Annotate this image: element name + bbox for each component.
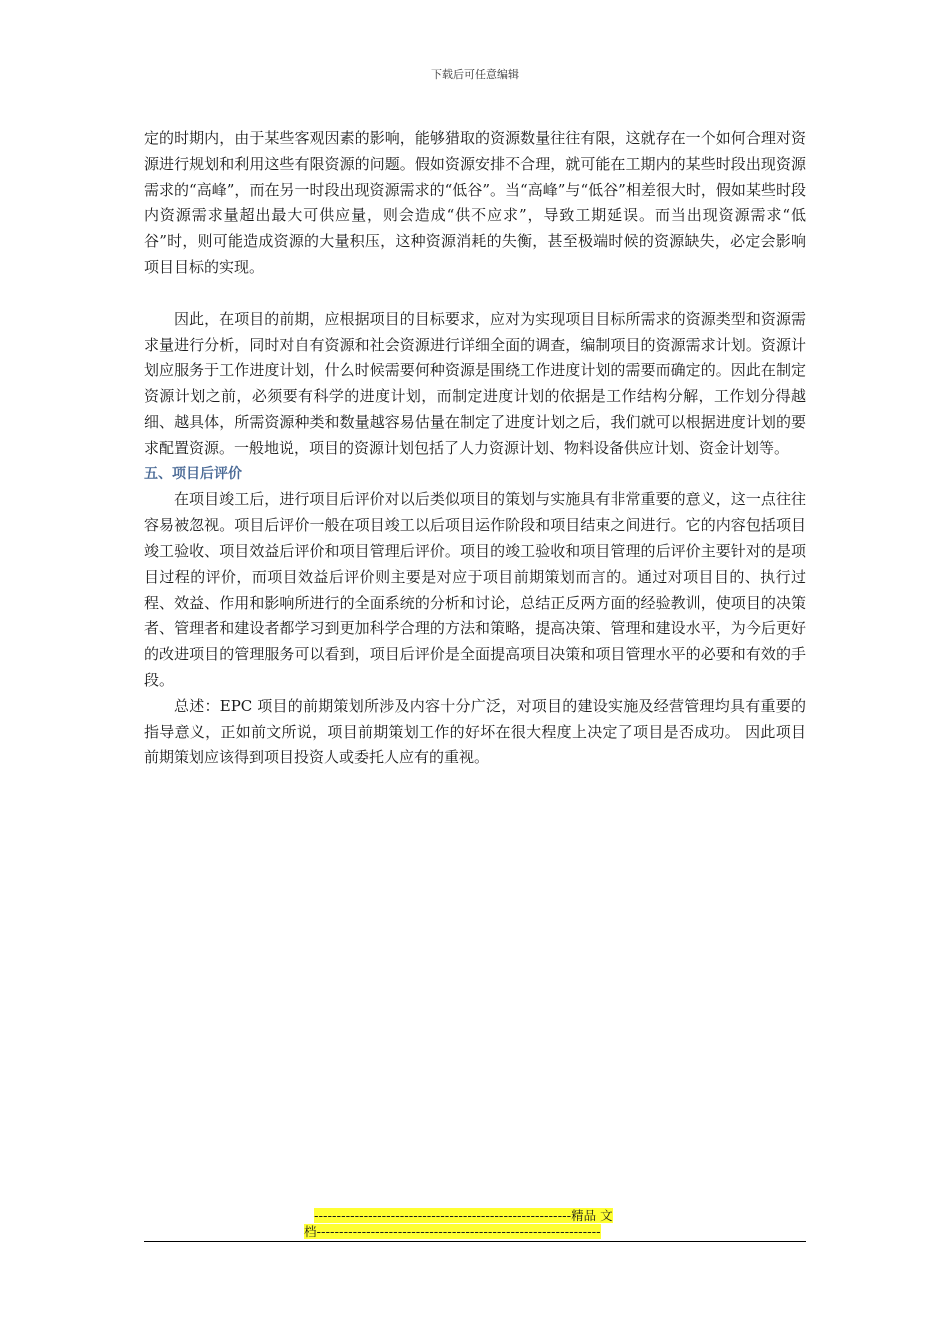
document-body — [144, 126, 806, 771]
footer-watermark-line-2 — [304, 1224, 652, 1240]
footer-divider — [144, 1241, 806, 1242]
footer-watermark-text-1: ---------------------------------------------------------精品 文 — [314, 1208, 613, 1223]
footer-watermark-text-2: 档--------------------------------------------------------------- — [304, 1224, 601, 1239]
paragraph-post-evaluation: 在项目竣工后，进行项目后评价对以后类似项目的策划与实施具有非常重要的意义，这一点往往容易被忽视。项目后评价一般在项目竣工以后项目运作阶段和项目结束之间进行。它的内容包括项目竣工验收、项目效益后评价和项目管理后评价。项目的竣工验收和项目管理的后评价主要针对的是项目过程的评价，而项目效益后评价则主要是对应于项目前期策划而言的。通过对项目目的、执行过程、效益、作用和影响所进行的全面系统的分析和讨论，总结正反两方面的经验教训，使项目的决策者、管理者和建设者都学习到更加科学合理的方法和策略，提高决策、管理和建设水平，为今后更好的改进项目的管理服务可以看到，项目后评价是全面提高项目决策和项目管理水平的必要和有效的手段。 — [144, 490, 806, 689]
page-header: 下载后可任意编辑 — [431, 68, 519, 81]
paragraph-resource-demand: 定的时期内，由于某些客观因素的影响，能够猎取的资源数量往往有限，这就存在一个如何合理对资源进行规划和利用这些有限资源的问题。假如资源安排不合理，就可能在工期内的某些时段出现资源需求的“高峰”，而在另一时段出现资源需求的“低谷”。当“高峰”与“低谷”相差很大时，假如某些时段内资源需求量超出最大可供应量，则会造成“供不应求”，导致工期延误。而当出现资源需求“低谷”时，则可能造成资源的大量积压，这种资源消耗的失衡，甚至极端时候的资源缺失，必定会影响项目目标的实现。 — [144, 129, 806, 276]
paragraph-gap — [144, 281, 806, 307]
section-heading-post-evaluation: 五、项目后评价 — [144, 465, 242, 482]
paragraph-resource-plan: 因此，在项目的前期，应根据项目的目标要求，应对为实现项目目标所需求的资源类型和资源需求量进行分析，同时对自有资源和社会资源进行详细全面的调查，编制项目的资源需求计划。资源计划应服务于工作进度计划，什么时候需要何种资源是围绕工作进度计划的需要而确定的。因此在制定资源计划之前，必须要有科学的进度计划，而制定进度计划的依据是工作结构分解，工作划分得越细、越具体，所需资源种类和数量越容易估量在制定了进度计划之后，我们就可以根据进度计划的要求配置资源。一般地说，项目的资源计划包括了人力资源计划、物料设备供应计划、资金计划等。 — [144, 309, 806, 457]
paragraph-summary: 总述：EPC 项目的前期策划所涉及内容十分广泛，对项目的建设实施及经营管理均具有重要的指导意义，正如前文所说，项目前期策划工作的好坏在很大程度上决定了项目是否成功。 因此项目前期策划应该得到项目投资人或委托人应有的重视。 — [144, 696, 806, 767]
footer-watermark — [304, 1208, 652, 1240]
footer-watermark-line-1 — [304, 1208, 652, 1224]
